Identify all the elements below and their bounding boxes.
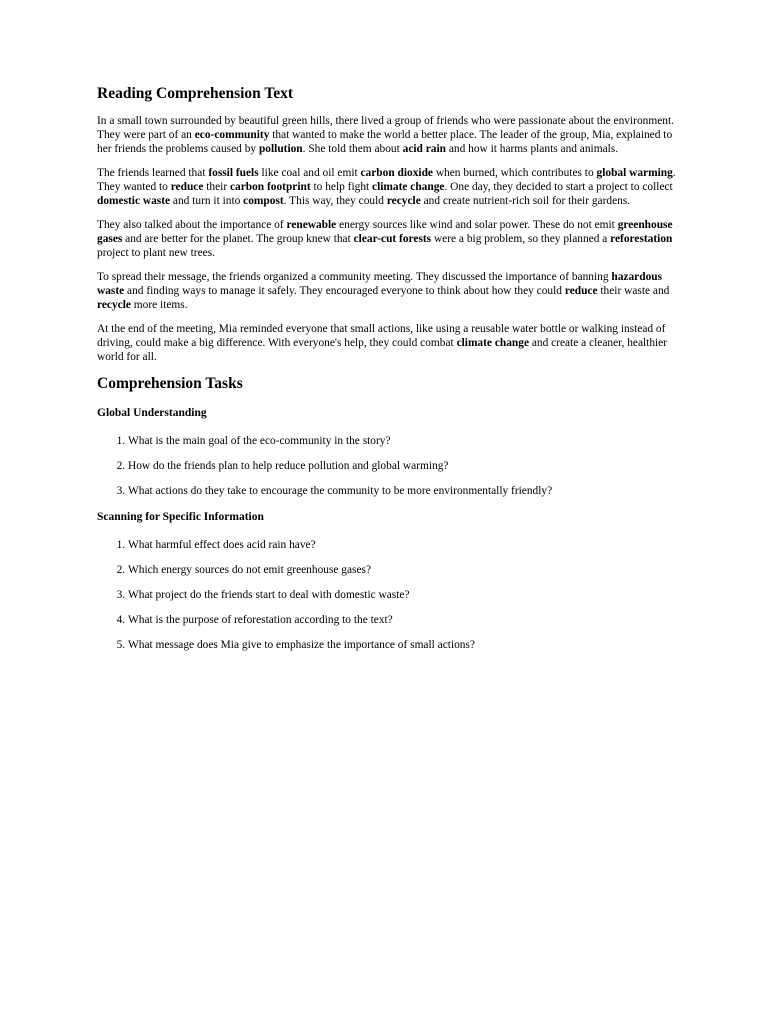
question-list: [97, 434, 677, 498]
question-item: 2. Which energy sources do not emit greenhouse gases?: [128, 563, 677, 577]
paragraph-text: energy sources like wind and solar power. These do not emit: [336, 219, 618, 231]
paragraph-text: and create nutrient-rich soil for their gardens.: [420, 195, 631, 207]
paragraph-text: At the end of the meeting, Mia reminded everyone that small actions, like using a reusable water bottle or walking instead of driving, could make a big difference. With everyone's help, they could combat: [97, 323, 666, 349]
key-term: reduce: [564, 285, 598, 297]
key-term: pollution: [258, 143, 303, 155]
key-term: hazardous waste: [97, 271, 663, 297]
paragraph-text: and create a cleaner, healthier world for all.: [97, 337, 668, 363]
question-item: 1. What harmful effect does acid rain have?: [128, 538, 677, 552]
question-item: 3. What project do the friends start to deal with domestic waste?: [128, 588, 677, 602]
paragraph-text: when burned, which contributes to: [432, 167, 597, 179]
key-term: reduce: [170, 181, 204, 193]
section-heading: Scanning for Specific Information: [97, 511, 264, 523]
document-page: [97, 84, 677, 664]
paragraph: [97, 270, 677, 312]
paragraph-text: their: [203, 181, 230, 193]
question-item: 4. What is the purpose of reforestation according to the text?: [128, 613, 677, 627]
paragraph: [97, 218, 677, 260]
paragraph: [97, 166, 677, 208]
paragraph-text: . One day, they decided to start a project to collect: [444, 181, 673, 193]
paragraph-text: and how it harms plants and animals.: [445, 143, 619, 155]
key-term: eco-community: [194, 129, 270, 141]
key-term: acid rain: [402, 143, 446, 155]
task-section-scanning: [97, 510, 677, 652]
reading-title: Reading Comprehension Text: [97, 85, 294, 102]
paragraph-text: They also talked about the importance of: [97, 219, 287, 231]
paragraph-text: like coal and oil emit: [258, 167, 361, 179]
key-term: greenhouse gases: [97, 219, 673, 245]
question-item: 5. What message does Mia give to emphasize the importance of small actions?: [128, 638, 677, 652]
question-item: 2. How do the friends plan to help reduce pollution and global warming?: [128, 459, 677, 473]
key-term: recycle: [386, 195, 421, 207]
task-section-global: [97, 406, 677, 498]
paragraph-text: their waste and: [597, 285, 670, 297]
key-term: compost: [243, 195, 284, 207]
key-term: renewable: [286, 219, 337, 231]
paragraph-text: project to plant new trees.: [97, 247, 215, 259]
paragraph-text: In a small town surrounded by beautiful green hills, there lived a group of friends who were passionate about the environment. They were part of an: [97, 115, 674, 141]
key-term: carbon dioxide: [360, 167, 433, 179]
key-term: reforestation: [610, 233, 673, 245]
paragraph-text: and are better for the planet. The group knew that: [122, 233, 354, 245]
key-term: clear-cut forests: [353, 233, 432, 245]
paragraph-text: to help fight: [310, 181, 373, 193]
paragraph-text: . She told them about: [302, 143, 403, 155]
paragraph-text: . They wanted to: [97, 167, 676, 193]
paragraph-text: The friends learned that: [97, 167, 209, 179]
paragraph-text: that wanted to make the world a better place. The leader of the group, Mia, explained to her friends the problems caused by: [97, 129, 673, 155]
paragraph: [97, 322, 677, 364]
question-item: 1. What is the main goal of the eco-community in the story?: [128, 434, 677, 448]
paragraph-text: more items.: [130, 299, 188, 311]
key-term: climate change: [456, 337, 529, 349]
key-term: carbon footprint: [229, 181, 311, 193]
tasks-title: Comprehension Tasks: [97, 375, 243, 392]
question-list: [97, 538, 677, 652]
paragraph-text: . This way, they could: [283, 195, 387, 207]
key-term: fossil fuels: [208, 167, 259, 179]
question-item: 3. What actions do they take to encourage the community to be more environmentally friendly?: [128, 484, 677, 498]
section-heading: Global Understanding: [97, 407, 207, 419]
key-term: climate change: [372, 181, 445, 193]
paragraph-text: and finding ways to manage it safely. They encouraged everyone to think about how they could: [124, 285, 565, 297]
paragraph: [97, 114, 677, 156]
key-term: recycle: [97, 299, 131, 311]
key-term: domestic waste: [97, 195, 171, 207]
paragraph-text: To spread their message, the friends organized a community meeting. They discussed the importance of banning: [97, 271, 612, 283]
paragraph-text: and turn it into: [170, 195, 244, 207]
key-term: global warming: [596, 167, 673, 179]
paragraph-text: were a big problem, so they planned a: [431, 233, 611, 245]
